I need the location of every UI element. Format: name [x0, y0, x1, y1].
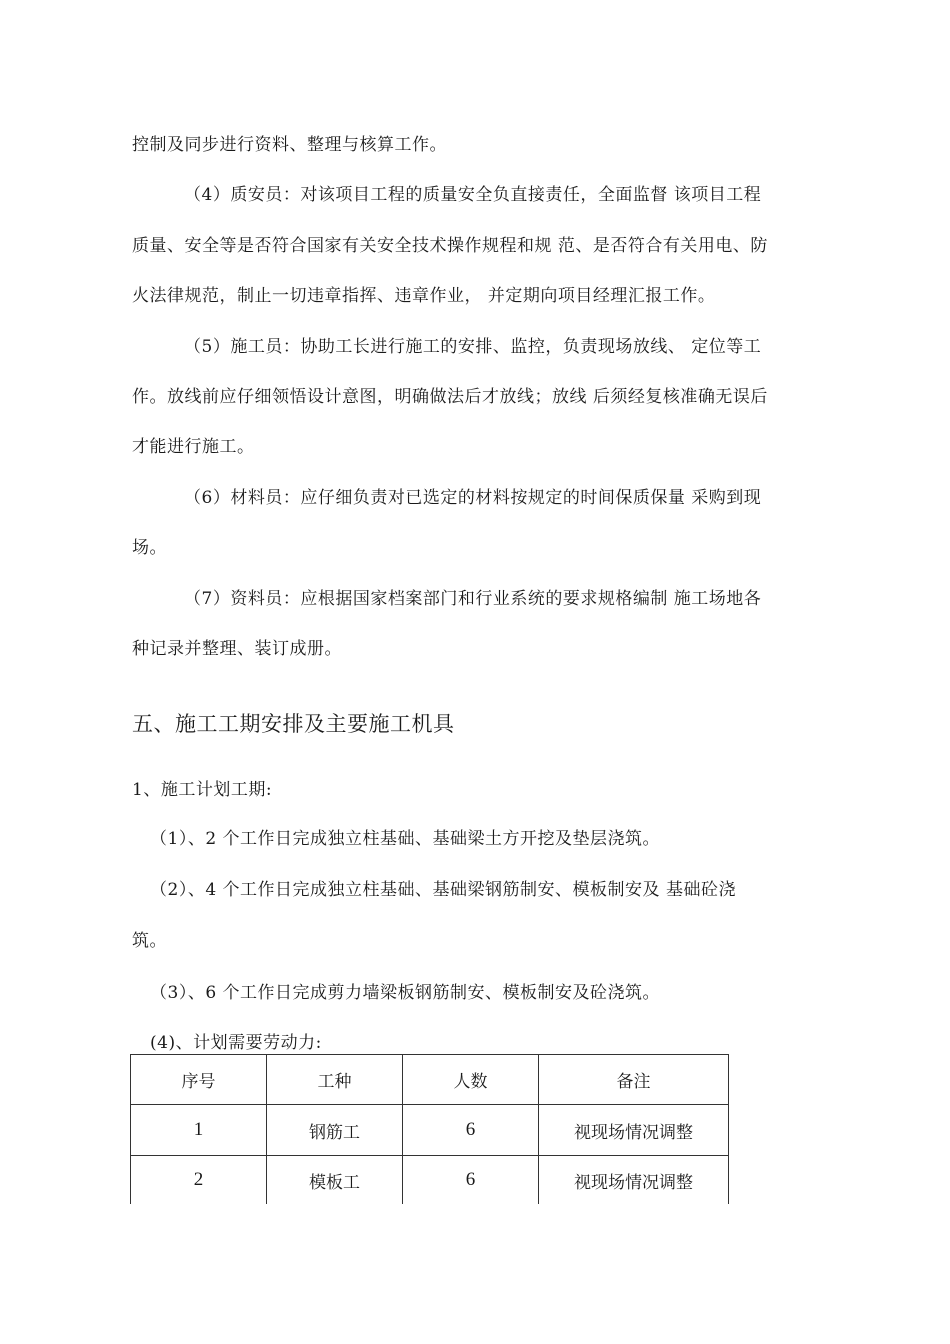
paragraph-line: 火法律规范，制止一切违章指挥、违章作业， 并定期向项目经理汇报工作。: [132, 286, 716, 306]
table-row: [131, 1156, 729, 1205]
paragraph-line: 作。放线前应仔细领悟设计意图，明确做法后才放线；放线 后须经复核准确无误后: [132, 387, 768, 407]
paragraph-line: （6）材料员：应仔细负责对已选定的材料按规定的时间保质保量 采购到现: [184, 488, 762, 508]
table-cell-index: 2: [131, 1156, 267, 1205]
table-row: [131, 1105, 729, 1156]
paragraph-line: 才能进行施工。: [132, 437, 255, 457]
paragraph-line: （7）资料员：应根据国家档案部门和行业系统的要求规格编制 施工场地各: [184, 589, 762, 609]
schedule-item: （3）、6 个工作日完成剪力墙梁板钢筋制安、模板制安及砼浇筑。: [150, 983, 661, 1003]
paragraph-line: （5）施工员：协助工长进行施工的安排、监控，负责现场放线、 定位等工: [184, 337, 762, 357]
labor-table: [130, 1054, 729, 1204]
paragraph-line: （4）质安员：对该项目工程的质量安全负直接责任，全面监督 该项目工程: [184, 185, 762, 205]
schedule-item: （1）、2 个工作日完成独立柱基础、基础梁土方开挖及垫层浇筑。: [150, 829, 661, 849]
table-cell-remark: 视现场情况调整: [539, 1105, 729, 1156]
table-header-cell: 工种: [267, 1055, 403, 1105]
schedule-item: （2）、4 个工作日完成独立柱基础、基础梁钢筋制安、模板制安及 基础砼浇: [150, 880, 736, 900]
paragraph-line: 质量、安全等是否符合国家有关安全技术操作规程和规 范、是否符合有关用电、防: [132, 236, 768, 256]
table-cell-trade: 模板工: [267, 1156, 403, 1205]
paragraph-line: 种记录并整理、装订成册。: [132, 639, 342, 659]
table-cell-index: 1: [131, 1105, 267, 1156]
table-cell-count: 6: [403, 1105, 539, 1156]
schedule-item-continued: 筑。: [132, 931, 167, 951]
table-header-row: [131, 1055, 729, 1105]
schedule-item: (4)、计划需要劳动力:: [150, 1033, 322, 1053]
table-cell-trade: 钢筋工: [267, 1105, 403, 1156]
table-header-cell: 人数: [403, 1055, 539, 1105]
sub-heading: 1、施工计划工期:: [132, 780, 273, 800]
paragraph-line: 控制及同步进行资料、整理与核算工作。: [132, 135, 447, 155]
paragraph-line: 场。: [132, 538, 167, 558]
table-header-cell: 备注: [539, 1055, 729, 1105]
table-cell-remark: 视现场情况调整: [539, 1156, 729, 1205]
section-heading: 五、施工工期安排及主要施工机具: [132, 712, 455, 736]
table-cell-count: 6: [403, 1156, 539, 1205]
table-header-cell: 序号: [131, 1055, 267, 1105]
